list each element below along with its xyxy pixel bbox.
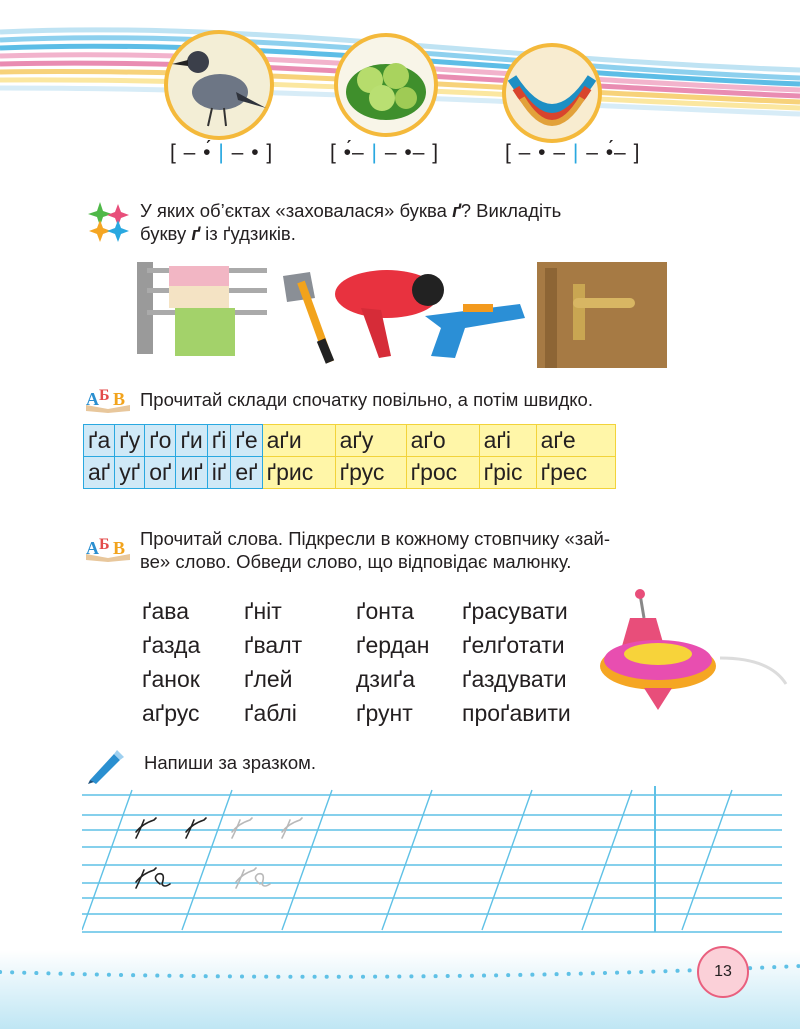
objects-picture-strip bbox=[125, 258, 670, 370]
syllable-cell: ґрес bbox=[536, 457, 615, 489]
scheme-necklace: [ – • – | – •́– ] bbox=[505, 141, 641, 164]
syllable-cell: ґрис bbox=[262, 457, 335, 489]
word: ґаблі bbox=[244, 700, 297, 726]
syllable-row-2 bbox=[84, 457, 616, 489]
word: ґлей bbox=[244, 666, 293, 692]
word-column-2 bbox=[244, 594, 302, 730]
word: дзиґа bbox=[356, 666, 416, 692]
necklace-picture bbox=[504, 45, 600, 141]
syllable-cell: ґо bbox=[145, 425, 176, 457]
word-column-3 bbox=[356, 594, 429, 730]
syllable-cell: іґ bbox=[207, 457, 231, 489]
task3-line: Прочитай слова. Підкресли в кожному стовпчику «зай- bbox=[140, 528, 611, 549]
syllable-cell: аґі bbox=[479, 425, 536, 457]
page-footer bbox=[0, 950, 800, 1029]
syllable-cell: ґа bbox=[84, 425, 115, 457]
page-number: 13 bbox=[697, 946, 749, 998]
word: ґава bbox=[142, 598, 189, 624]
word: ґрасувати bbox=[462, 598, 568, 624]
sparkle-icon bbox=[86, 200, 132, 244]
svg-text:Б: Б bbox=[99, 536, 110, 553]
abv-book-icon bbox=[84, 383, 132, 413]
toy-gun-picture bbox=[425, 304, 525, 358]
word: ґазда bbox=[142, 632, 201, 658]
word: ґвалт bbox=[244, 632, 303, 658]
word-column-1 bbox=[142, 594, 200, 730]
task1-text: букву bbox=[140, 223, 192, 244]
syllable-table bbox=[83, 424, 616, 489]
syllable-cell: ґе bbox=[231, 425, 262, 457]
dotted-sample-letter bbox=[232, 818, 302, 888]
syllable-cell: уґ bbox=[115, 457, 145, 489]
letter-g: ґ bbox=[452, 200, 461, 221]
word: ґердан bbox=[356, 632, 430, 658]
svg-text:В: В bbox=[113, 538, 126, 558]
task1-text: із ґудзиків. bbox=[200, 223, 296, 244]
sample-letter bbox=[136, 818, 206, 888]
svg-text:Б: Б bbox=[99, 387, 110, 404]
pen-icon bbox=[84, 748, 124, 784]
syllable-cell: аґе bbox=[536, 425, 615, 457]
word: ґанок bbox=[142, 666, 200, 692]
door-handle-picture bbox=[537, 262, 667, 368]
towel-rack-picture bbox=[137, 262, 267, 356]
svg-text:А: А bbox=[86, 538, 99, 558]
syllable-cell: ґі bbox=[207, 425, 231, 457]
axe-picture bbox=[283, 272, 330, 362]
task1-text: ? Викладіть bbox=[460, 200, 562, 221]
crow-picture bbox=[166, 32, 272, 138]
word: ґаздувати bbox=[462, 666, 567, 692]
task3-line: ве» слово. Обведи слово, що відповідає малюнку. bbox=[140, 551, 572, 572]
scheme-gooseberry: [ •́– | – •– ] bbox=[330, 141, 440, 164]
syllable-cell: ґу bbox=[115, 425, 145, 457]
syllable-cell: оґ bbox=[145, 457, 176, 489]
syllable-cell: аґи bbox=[262, 425, 335, 457]
gooseberry-picture bbox=[336, 35, 436, 135]
word: аґрус bbox=[142, 700, 200, 726]
task-find-letter bbox=[140, 199, 680, 245]
word: проґавити bbox=[462, 700, 571, 726]
task-read-syllables: Прочитай склади спочатку повільно, а потім швидко. bbox=[140, 389, 593, 410]
scheme-crow: [ – •́ | – • ] bbox=[170, 141, 274, 164]
svg-text:А: А bbox=[86, 389, 99, 409]
syllable-cell: аґ bbox=[84, 457, 115, 489]
svg-text:В: В bbox=[113, 389, 126, 409]
syllable-cell: ґрус bbox=[335, 457, 406, 489]
word-column-4 bbox=[462, 594, 571, 730]
handwriting-practice-lines bbox=[82, 780, 782, 940]
task1-text: У яких об’єктах «заховалася» буква bbox=[140, 200, 453, 221]
syllable-cell: ґрос bbox=[406, 457, 479, 489]
word: ґрунт bbox=[356, 700, 413, 726]
syllable-cell: аґо bbox=[406, 425, 479, 457]
word: ґонта bbox=[356, 598, 415, 624]
word: ґніт bbox=[244, 598, 282, 624]
hair-dryer-picture bbox=[335, 270, 444, 358]
syllable-cell: иґ bbox=[176, 457, 207, 489]
syllable-cell: ґріс bbox=[479, 457, 536, 489]
syllable-cell: еґ bbox=[231, 457, 262, 489]
task-read-words bbox=[140, 527, 680, 573]
syllable-cell: ґи bbox=[176, 425, 207, 457]
spinning-top-picture bbox=[600, 588, 790, 716]
word: ґелґотати bbox=[462, 632, 565, 658]
letter-g: ґ bbox=[191, 223, 200, 244]
syllable-row-1 bbox=[84, 425, 616, 457]
syllable-cell: аґу bbox=[335, 425, 406, 457]
abv-book-icon bbox=[84, 532, 132, 562]
task-write: Напиши за зразком. bbox=[144, 752, 317, 773]
